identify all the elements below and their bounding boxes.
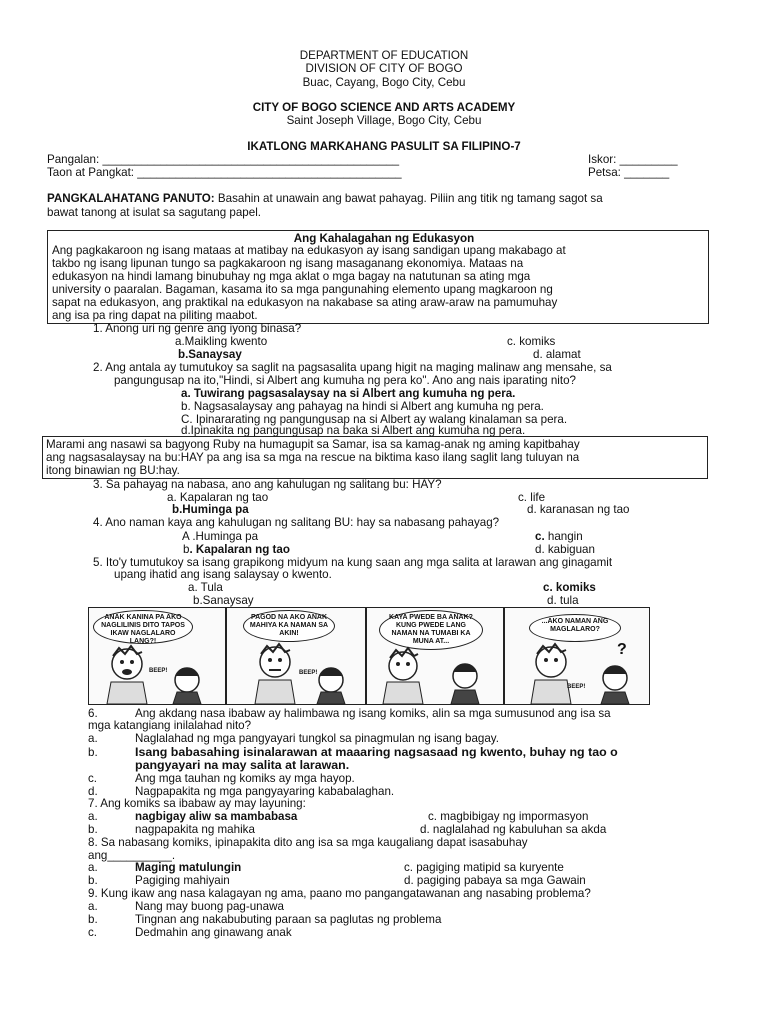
q1-option-c: c. komiks xyxy=(507,335,556,348)
q6-option-b-2: pangyayari na may salita at larawan. xyxy=(135,758,350,772)
comic-panel-3 xyxy=(366,607,504,705)
q2-option-d: d.Ipinakita ng pangungusap na baka si Albert ang kumuha ng pera. xyxy=(181,424,526,437)
q3-option-d: d. karanasan ng tao xyxy=(527,503,630,516)
q2-option-c: C. Ipinararating ng pangungusap na si Albert ay walang kinalaman sa pera. xyxy=(181,413,568,426)
q6-number: 6. xyxy=(88,707,98,720)
exam-title: IKATLONG MARKAHANG PASULIT SA FILIPINO-7 xyxy=(247,140,521,153)
comic-panel-2 xyxy=(226,607,366,705)
passage-1-line: university o paaralan. Bagaman, kasama ito sa mga pangunahing elemento upang magkaroon ng xyxy=(52,283,553,296)
field-iskor: Iskor: _________ xyxy=(588,153,678,166)
q6-letter-d: d. xyxy=(88,785,98,798)
beep-sound: BEEP! xyxy=(567,684,586,690)
q1-option-d: d. alamat xyxy=(533,348,581,361)
q4-option-c-letter: c. xyxy=(535,530,545,543)
q4-option-b-letter: b xyxy=(183,543,190,556)
q6-option-a: Naglalahad ng mga pangyayari tungkol sa pinagmulan ng isang bagay. xyxy=(135,732,499,745)
q8-letter-b: b. xyxy=(88,874,98,887)
instructions-label: PANGKALAHATANG PANUTO: xyxy=(47,192,215,205)
q8-stem-2: ang__________. xyxy=(88,849,176,862)
q4-option-a: A .Huminga pa xyxy=(182,530,259,543)
school-address: Saint Joseph Village, Bogo City, Cebu xyxy=(286,114,482,127)
header-address: Buac, Cayang, Bogo City, Cebu xyxy=(302,76,466,89)
q7-option-d: d. naglalahad ng kabuluhan sa akda xyxy=(420,823,607,836)
q5-option-c: c. komiks xyxy=(543,581,596,594)
q9-option-c: Dedmahin ang ginawang anak xyxy=(135,926,292,939)
q1-option-a: a.Maikling kwento xyxy=(175,335,268,348)
q3-option-c: c. life xyxy=(518,491,546,504)
question-mark: ? xyxy=(617,641,627,658)
header-department: DEPARTMENT OF EDUCATION xyxy=(299,49,469,62)
q9-letter-b: b. xyxy=(88,913,98,926)
q9-stem: 9. Kung ikaw ang nasa kalagayan ng ama, paano mo pangangatawanan ang nasabing problema? xyxy=(88,887,591,900)
q8-option-a: Maging matulungin xyxy=(135,861,242,874)
field-pangalan: Pangalan: ______________________________________________ xyxy=(47,153,400,166)
q2-option-a: a. Tuwirang pagsasalaysay na si Albert ang kumuha ng pera. xyxy=(181,387,516,400)
passage-2-line: itong binawian ng BU:hay. xyxy=(46,464,180,477)
q7-letter-a: a. xyxy=(88,810,98,823)
field-petsa: Petsa: _______ xyxy=(588,166,670,179)
q4-option-b xyxy=(183,543,290,556)
beep-sound: BEEP! xyxy=(149,668,168,674)
passage-2-line: ang nagsasalaysay na bu:HAY pa ang isa sa mga na rescue na biktima kaso ilang saglit lang tuluyan na xyxy=(46,451,580,464)
passage-1-line: edukasyon na hindi lamang binubuhay ng mga aklat o mga bagay na natutunan sa ating mga xyxy=(52,270,531,283)
q7-option-a: nagbigay aliw sa mambabasa xyxy=(135,810,298,823)
field-taon-pangkat: Taon at Pangkat: _________________________________________ xyxy=(47,166,402,179)
q9-letter-a: a. xyxy=(88,900,98,913)
q5-option-b: b.Sanaysay xyxy=(193,594,254,607)
q2-option-b: b. Nagsasalaysay ang pahayag na hindi si Albert ang kumuha ng pera. xyxy=(181,400,544,413)
q5-option-a: a. Tula xyxy=(188,581,223,594)
speech-bubble: KAYA PWEDE BA ANAK? KUNG PWEDE LANG NAMAN NA TUMABI KA MUNA AT... xyxy=(379,610,483,650)
father-figure xyxy=(235,640,361,704)
q8-option-b: Pagiging mahiyain xyxy=(135,874,230,887)
q9-option-a: Nang may buong pag-unawa xyxy=(135,900,284,913)
q6-option-b-1: Isang babasahing isinalarawan at maaaring nagsasaad ng kwento, buhay ng tao o xyxy=(135,745,618,759)
q5-option-d: d. tula xyxy=(547,594,579,607)
beep-sound: BEEP! xyxy=(299,670,318,676)
q2-stem-2: pangungusap na ito,"Hindi, si Albert ang kumuha ng pera ko". Ano ang nais iparating nito? xyxy=(114,374,576,387)
passage-1-line: ang isa pa ring dapat na piliting maabot. xyxy=(52,309,258,322)
q8-stem-1: 8. Sa nabasang komiks, ipinapakita dito ang isa sa mga kaugaliang dapat isasabuhay xyxy=(88,836,528,849)
instructions-line-1 xyxy=(47,192,603,205)
q5-stem-2: upang ihatid ang isang salaysay o kwento. xyxy=(114,568,332,581)
speech-bubble: ...AKO NAMAN ANG MAGLALARO? xyxy=(529,614,621,642)
q4-stem: 4. Ano naman kaya ang kahulugan ng salitang BU: hay sa nabasang pahayag? xyxy=(93,516,500,529)
q8-option-d: d. pagiging pabaya sa mga Gawain xyxy=(404,874,586,887)
q6-stem-1: Ang akdang nasa ibabaw ay halimbawa ng isang komiks, alin sa mga sumusunod ang isa sa xyxy=(135,707,611,720)
q4-option-c-text: hangin xyxy=(544,530,583,543)
q3-option-a: a. Kapalaran ng tao xyxy=(167,491,269,504)
father-and-child-figure xyxy=(373,646,499,704)
passage-1-line: sapat na edukasyon, ang praktikal na edukasyon na nakabase sa ating araw-araw na pamumuhay xyxy=(52,296,558,309)
q7-stem: 7. Ang komiks sa ibabaw ay may layuning: xyxy=(88,797,306,810)
q6-stem-2: mga katangiang inilalahad nito? xyxy=(88,719,252,732)
q7-letter-b: b. xyxy=(88,823,98,836)
speech-bubble: PAGOD NA AKO ANAK MAHIYA KA NAMAN SA AKIN! xyxy=(243,610,335,642)
q6-option-c: Ang mga tauhan ng komiks ay mga hayop. xyxy=(135,772,355,785)
q7-option-b: nagpapakita ng mahika xyxy=(135,823,255,836)
q3-option-b: b.Huminga pa xyxy=(172,503,249,516)
q6-letter-a: a. xyxy=(88,732,98,745)
q7-option-c: c. magbibigay ng impormasyon xyxy=(428,810,589,823)
comic-strip xyxy=(88,607,650,705)
passage-1-line: takbo ng isang lipunan tungo sa pagkakaroon ng isang masaganang ekonomiya. Mataas na xyxy=(52,257,524,270)
comic-panel-1 xyxy=(88,607,226,705)
q4-option-b-text: . Kapalaran ng tao xyxy=(189,543,290,556)
q8-option-c: c. pagiging matipid sa kuryente xyxy=(404,861,564,874)
q8-letter-a: a. xyxy=(88,861,98,874)
q6-option-d: Nagpapakita ng mga pangyayaring kababalaghan. xyxy=(135,785,395,798)
q1-stem: 1. Anong uri ng genre ang iyong binasa? xyxy=(93,322,302,335)
speech-bubble: ANAK KANINA PA AKO NAGLILINIS DITO TAPOS IKAW NAGLALARO LANG?! xyxy=(93,610,193,644)
instructions-text: Basahin at unawain ang bawat pahayag. Piliin ang titik ng tamang sagot sa xyxy=(214,192,603,205)
comic-panel-4 xyxy=(504,607,650,705)
q4-option-d: d. kabiguan xyxy=(535,543,595,556)
school-name: CITY OF BOGO SCIENCE AND ARTS ACADEMY xyxy=(252,101,516,114)
q1-option-b: b.Sanaysay xyxy=(178,348,242,361)
q5-stem-1: 5. Ito'y tumutukoy sa isang grapikong midyum na kung saan ang mga salita at larawan ang ginagamit xyxy=(93,556,613,569)
q3-stem: 3. Sa pahayag na nabasa, ano ang kahulugan ng salitang bu: HAY? xyxy=(93,478,442,491)
instructions-line-2: bawat tanong at isulat sa sagutang papel. xyxy=(47,206,261,219)
q9-option-b: Tingnan ang nakabubuting paraan sa paglutas ng problema xyxy=(135,913,442,926)
q6-letter-c: c. xyxy=(88,772,98,785)
q6-letter-b: b. xyxy=(88,746,98,759)
q9-letter-c: c. xyxy=(88,926,98,939)
q2-stem-1: 2. Ang antala ay tumutukoy sa saglit na pagsasalita upang higit na maging malinaw ang mensahe, sa xyxy=(93,361,612,374)
passage-1-title: Ang Kahalagahan ng Edukasyon xyxy=(293,232,475,245)
q4-option-c xyxy=(535,530,583,543)
passage-1-line: Ang pagkakaroon ng isang mataas at matibay na edukasyon ay isang sandigan upang makabago at xyxy=(52,244,566,257)
header-division: DIVISION OF CITY OF BOGO xyxy=(305,62,463,75)
passage-2-line: Marami ang nasawi sa bagyong Ruby na humagupit sa Samar, isa sa kamag-anak ng aming kapitbahay xyxy=(46,438,580,451)
